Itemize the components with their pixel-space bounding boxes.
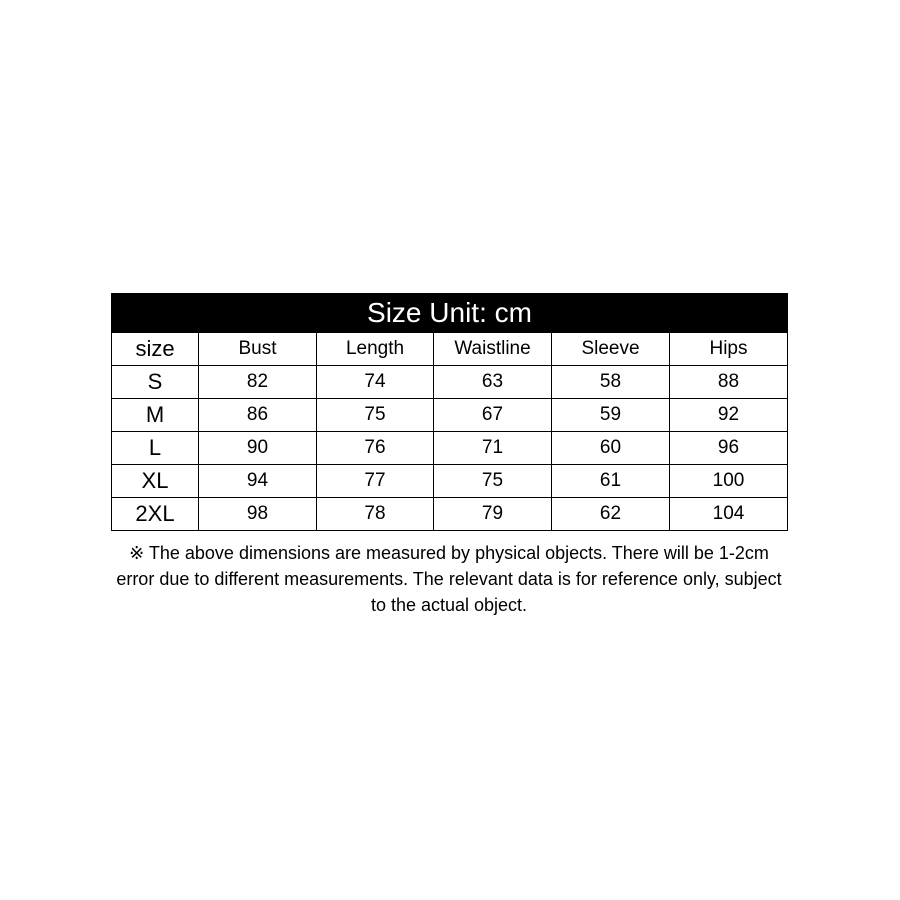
sleeve-cell: 59 — [552, 399, 670, 432]
length-cell: 77 — [317, 465, 434, 498]
hips-cell: 92 — [670, 399, 788, 432]
bust-cell: 82 — [199, 366, 317, 399]
column-header-waistline: Waistline — [434, 333, 552, 366]
length-cell: 74 — [317, 366, 434, 399]
hips-cell: 100 — [670, 465, 788, 498]
column-header-hips: Hips — [670, 333, 788, 366]
table-row — [112, 498, 788, 531]
hips-cell: 88 — [670, 366, 788, 399]
column-header-bust: Bust — [199, 333, 317, 366]
hips-cell: 96 — [670, 432, 788, 465]
size-cell: S — [112, 366, 199, 399]
length-cell: 78 — [317, 498, 434, 531]
bust-cell: 86 — [199, 399, 317, 432]
sleeve-cell: 60 — [552, 432, 670, 465]
sleeve-cell: 58 — [552, 366, 670, 399]
size-cell: 2XL — [112, 498, 199, 531]
waistline-cell: 63 — [434, 366, 552, 399]
bust-cell: 94 — [199, 465, 317, 498]
table-row — [112, 399, 788, 432]
waistline-cell: 67 — [434, 399, 552, 432]
bust-cell: 90 — [199, 432, 317, 465]
waistline-cell: 75 — [434, 465, 552, 498]
sleeve-cell: 62 — [552, 498, 670, 531]
column-header-size: size — [112, 333, 199, 366]
length-cell: 76 — [317, 432, 434, 465]
column-header-sleeve: Sleeve — [552, 333, 670, 366]
bust-cell: 98 — [199, 498, 317, 531]
table-row — [112, 432, 788, 465]
size-cell: L — [112, 432, 199, 465]
sleeve-cell: 61 — [552, 465, 670, 498]
title-row — [112, 294, 788, 333]
table-title: Size Unit: cm — [112, 294, 788, 333]
column-header-length: Length — [317, 333, 434, 366]
table-row — [112, 465, 788, 498]
waistline-cell: 79 — [434, 498, 552, 531]
header-row — [112, 333, 788, 366]
measurement-note: ※ The above dimensions are measured by physical objects. There will be 1-2cm error due to different measurements. The relevant data is for reference only, subject to the actual object. — [116, 543, 782, 615]
size-chart-table — [111, 293, 788, 531]
table-row — [112, 366, 788, 399]
length-cell: 75 — [317, 399, 434, 432]
size-cell: M — [112, 399, 199, 432]
waistline-cell: 71 — [434, 432, 552, 465]
hips-cell: 104 — [670, 498, 788, 531]
size-cell: XL — [112, 465, 199, 498]
